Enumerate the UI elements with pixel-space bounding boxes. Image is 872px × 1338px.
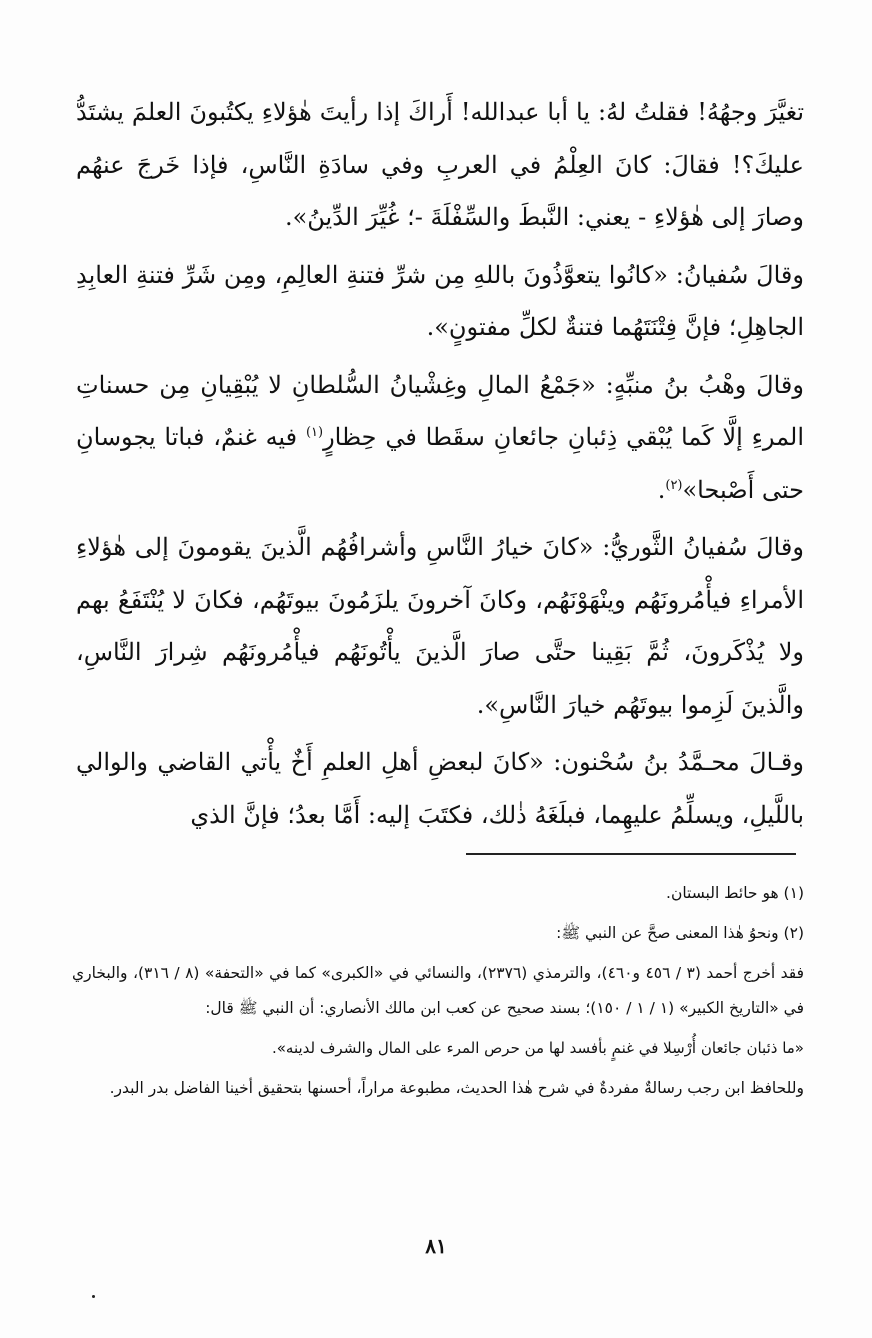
footnote-2-hadith-quote: «ما ذئبان جائعان أُرْسِلا في غنمٍ بأفسد لها من حرص المرء على المال والشرف لدينه». [271, 1039, 804, 1057]
footnote-2-title: (٢) ونحوُ هٰذا المعنى صحَّ عن النبي ﷺ: [556, 924, 804, 942]
page-number: ٨١ [425, 1234, 447, 1258]
footnote-2-note: وللحافظ ابن رجب رسالةٌ مفردةٌ في شرح هٰذا الحديث، مطبوعة مراراً، أحسنها بتحقيق أخينا الفاضل بدر البدر. [109, 1079, 804, 1097]
paragraph-3-end: . [657, 475, 666, 504]
footnote-ref-2[interactable]: (٢) [665, 477, 683, 493]
footnote-2-body: فقد أخرج أحمد (٣ / ٤٥٦ و٤٦٠)، والترمذي (٢٣٧٦)، والنسائي في «الكبرى» كما في «التحفة» (٨ / ٣١٦)، والبخاري في «التاريخ الكبير» (١ / ١ / ١٥٠)؛ بسند صحيح عن كعب ابن مالك الأنصاري: أن النبي ﷺ قال: [72, 964, 805, 1017]
paragraph-3 [76, 359, 804, 517]
main-text [76, 86, 804, 846]
footnote-1: (١) هو حائط البستان. [666, 884, 804, 902]
paragraph-4: وقالَ سُفيانُ الثَّوريُّ: «كانَ خيارُ النَّاسِ وأشرافُهُم الَّذينَ يقومونَ إلى هٰؤلاءِ الأمراءِ فيأْمُرونَهُم وينْهَوْنَهُم، وكانَ آخرونَ يلزَمُونَ بيوتَهُم، فكانَ لا يُنْتَفَعُ بهم ولا يُذْكَرونَ، ثُمَّ بَقِينا حتَّى صارَ الَّذينَ يأْتُونَهُم فيأْمُرونَهُم شِرارَ النَّاسِ، والَّذينَ لَزِموا بيوتَهُم خيارَ النَّاسِ». [76, 533, 804, 719]
paragraph-5: وقـالَ محـمَّدُ بنُ سُحْنون: «كانَ لبعضِ أهلِ العلمِ أَخٌ يأْتي القاضي والوالي باللَّيلِ، ويسلِّمُ عليهِما، فبلَغَهُ ذٰلك، فكتَبَ إليه: أَمَّا بعدُ؛ فإنَّ الذي [76, 748, 804, 829]
footnotes [72, 876, 804, 1111]
footnote-ref-1[interactable]: (١) [305, 425, 324, 440]
paragraph-1: تغيَّرَ وجهُهُ! فقلتُ لهُ: يا أبا عبدالله! أَراكَ إذا رأيتَ هٰؤلاءِ يكتُبونَ العلمَ يشتَدُّ عليكَ؟! فقالَ: كانَ العِلْمُ في العربِ وفي سادَةِ النَّاسِ، فإذا خَرجَ عنهُم وصارَ إلى هٰؤلاءِ - يعني: النَّبطَ والسِّفْلَةَ -؛ غُيِّرَ الدِّينُ». [76, 98, 804, 231]
paragraph-3-start: وقالَ وهْبُ بنُ منبِّهٍ: «جَمْعُ المالِ وغِشْيانُ السُّلطانِ لا يُبْقِيانِ مِن حسناتِ المرءِ إلَّا كَما يُبْقي ذِئبانِ جائعانِ سقَطا في حِظارٍ [76, 370, 804, 451]
paragraph-2: وقالَ سُفيانُ: «كانُوا يتعوَّذُونَ باللهِ مِن شرِّ فتنةِ العالِمِ، ومِن شَرِّ فتنةِ العابِدِ الجاهِلِ؛ فإنَّ فِتْنَتَهُما فتنةٌ لكلِّ مفتونٍ». [76, 260, 804, 341]
footnote-divider [466, 853, 796, 855]
print-speck [92, 1295, 95, 1298]
paragraph-3-middle: فيه غنمٌ، فباتا يجوسانِ حتى أَصْبحا» [76, 423, 804, 504]
